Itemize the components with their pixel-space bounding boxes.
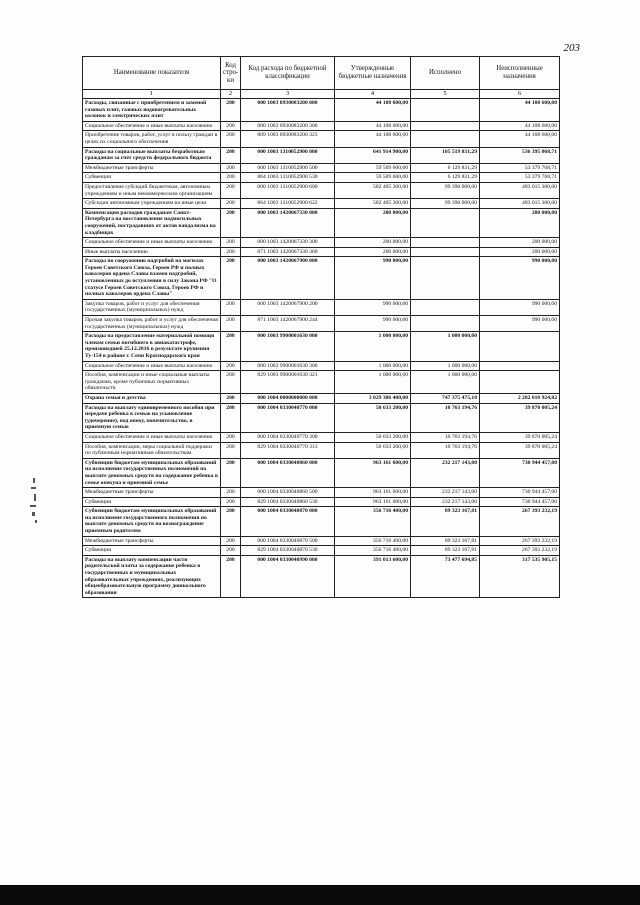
row-kbk-cell: 809 1003 0930083200 323 <box>241 131 335 147</box>
column-number: 5 <box>411 90 480 99</box>
column-number: 6 <box>480 90 560 99</box>
row-kbk-cell: 000 1003 1310052900 600 <box>241 182 335 198</box>
table-row <box>83 257 560 300</box>
row-executed-cell: 99 390 000,00 <box>411 199 480 209</box>
table-row <box>83 316 560 332</box>
row-kbk-cell: 000 1003 0930083200 300 <box>241 121 335 131</box>
row-line-code-cell: 200 <box>221 497 241 507</box>
page-number: 203 <box>563 42 580 54</box>
row-line-code-cell: 200 <box>221 147 241 163</box>
column-number: 1 <box>83 90 221 99</box>
table-row <box>83 432 560 442</box>
row-executed-cell: 1 000 000,00 <box>411 371 480 394</box>
row-approved-cell: 200 000,00 <box>335 247 411 257</box>
row-line-code-cell: 200 <box>221 131 241 147</box>
row-executed-cell <box>411 299 480 315</box>
row-approved-cell: 963 161 600,00 <box>335 458 411 487</box>
row-approved-cell: 963 161 600,00 <box>335 488 411 498</box>
row-executed-cell: 232 217 143,00 <box>411 488 480 498</box>
row-line-code-cell: 200 <box>221 371 241 394</box>
row-unexecuted-cell: 483 015 300,00 <box>480 199 560 209</box>
row-kbk-cell: 864 1003 1310052900 622 <box>241 199 335 209</box>
row-line-code-cell: 200 <box>221 332 241 361</box>
table-row <box>83 488 560 498</box>
row-line-code-cell: 200 <box>221 432 241 442</box>
row-kbk-cell: 000 1003 9900001630 000 <box>241 332 335 361</box>
row-kbk-cell: 000 1004 0330040860 000 <box>241 458 335 487</box>
row-name-cell: Охрана семьи и детства <box>83 393 221 403</box>
table-row <box>83 555 560 598</box>
row-kbk-cell: 000 1003 1420067900 200 <box>241 299 335 315</box>
table-row <box>83 442 560 458</box>
budget-execution-table <box>82 56 560 598</box>
column-number: 3 <box>241 90 335 99</box>
row-approved-cell: 356 716 400,00 <box>335 546 411 556</box>
row-approved-cell: 1 000 000,00 <box>335 332 411 361</box>
table-row <box>83 121 560 131</box>
table-row <box>83 299 560 315</box>
row-approved-cell: 641 914 900,00 <box>335 147 411 163</box>
row-approved-cell: 990 000,00 <box>335 299 411 315</box>
row-line-code-cell: 200 <box>221 199 241 209</box>
row-name-cell: Приобретение товаров, работ, услуг в пользу граждан в целях их социального обеспечения <box>83 131 221 147</box>
row-line-code-cell: 200 <box>221 442 241 458</box>
table-row <box>83 371 560 394</box>
scan-artifact <box>30 478 39 524</box>
row-unexecuted-cell <box>480 361 560 371</box>
row-approved-cell: 44 108 600,00 <box>335 121 411 131</box>
row-line-code-cell: 200 <box>221 361 241 371</box>
row-kbk-cell: 000 1004 0330040770 300 <box>241 432 335 442</box>
row-kbk-cell: 000 1004 0330040870 500 <box>241 536 335 546</box>
row-approved-cell: 59 509 600,00 <box>335 173 411 183</box>
row-kbk-cell: 000 1003 0930083200 000 <box>241 99 335 122</box>
row-executed-cell: 6 129 831,29 <box>411 163 480 173</box>
row-unexecuted-cell: 44 108 600,00 <box>480 121 560 131</box>
row-executed-cell: 6 129 831,29 <box>411 173 480 183</box>
column-number: 4 <box>335 90 411 99</box>
row-unexecuted-cell: 267 393 232,19 <box>480 507 560 536</box>
row-approved-cell: 50 633 200,00 <box>335 432 411 442</box>
row-unexecuted-cell: 990 000,00 <box>480 257 560 300</box>
header-unexecuted: Неисполненные назначения <box>480 57 560 90</box>
row-executed-cell <box>411 316 480 332</box>
row-name-cell: Социальное обеспечение и иные выплаты населению <box>83 361 221 371</box>
row-executed-cell: 105 519 831,29 <box>411 147 480 163</box>
row-executed-cell: 10 763 194,76 <box>411 442 480 458</box>
row-kbk-cell: 871 1003 1420067900 244 <box>241 316 335 332</box>
row-approved-cell: 356 716 400,00 <box>335 536 411 546</box>
row-name-cell: Межбюджетные трансферты <box>83 163 221 173</box>
row-name-cell: Межбюджетные трансферты <box>83 488 221 498</box>
row-approved-cell: 582 405 300,00 <box>335 182 411 198</box>
row-unexecuted-cell <box>480 371 560 394</box>
row-name-cell: Субвенции бюджетам муниципальных образований на исполнение государственных полномочий по выплате денежных средств на содержание ребенка в семье опекуна и приемной семье <box>83 458 221 487</box>
table-row <box>83 182 560 198</box>
row-executed-cell: 747 375 475,18 <box>411 393 480 403</box>
row-unexecuted-cell: 200 000,00 <box>480 247 560 257</box>
row-unexecuted-cell: 39 870 005,24 <box>480 442 560 458</box>
row-line-code-cell: 200 <box>221 458 241 487</box>
row-name-cell: Пособия, компенсации, меры социальной поддержки по публичным нормативным обязательствам <box>83 442 221 458</box>
row-unexecuted-cell: 483 015 300,00 <box>480 182 560 198</box>
row-unexecuted-cell: 730 944 457,00 <box>480 488 560 498</box>
row-executed-cell <box>411 99 480 122</box>
row-unexecuted-cell: 200 000,00 <box>480 238 560 248</box>
row-executed-cell: 1 000 000,00 <box>411 332 480 361</box>
table-row <box>83 507 560 536</box>
table-row <box>83 393 560 403</box>
row-line-code-cell: 200 <box>221 488 241 498</box>
row-executed-cell: 89 323 167,81 <box>411 546 480 556</box>
table-row <box>83 361 560 371</box>
row-kbk-cell: 000 1004 0330040770 000 <box>241 403 335 432</box>
row-unexecuted-cell: 267 393 232,19 <box>480 546 560 556</box>
row-approved-cell: 391 013 600,00 <box>335 555 411 598</box>
row-kbk-cell: 829 1004 0330040870 530 <box>241 546 335 556</box>
row-approved-cell: 582 405 300,00 <box>335 199 411 209</box>
row-name-cell: Расходы на предоставление материальной помощи членам семьи погибшего в авиакатастрофе, произошедшей 25.12.2016 в результате крушения Ту-154 в районе г. Сочи Краснодарского края <box>83 332 221 361</box>
row-line-code-cell: 200 <box>221 99 241 122</box>
table-row <box>83 458 560 487</box>
row-name-cell: Пособия, компенсации и иные социальные выплаты гражданам, кроме публичных нормативных обязательств <box>83 371 221 394</box>
row-kbk-cell: 829 1003 9900001630 321 <box>241 371 335 394</box>
row-line-code-cell: 200 <box>221 208 241 237</box>
row-line-code-cell: 200 <box>221 507 241 536</box>
row-name-cell: Прочая закупка товаров, работ и услуг для обеспечения государственных (муниципальных) нужд <box>83 316 221 332</box>
row-line-code-cell: 200 <box>221 182 241 198</box>
row-name-cell: Социальное обеспечение и иные выплаты населению <box>83 238 221 248</box>
row-executed-cell: 99 390 000,00 <box>411 182 480 198</box>
header-approved: Утвержденные бюджетные назначения <box>335 57 411 90</box>
row-kbk-cell: 829 1004 0330040770 313 <box>241 442 335 458</box>
row-line-code-cell: 200 <box>221 546 241 556</box>
row-line-code-cell: 200 <box>221 238 241 248</box>
row-name-cell: Межбюджетные трансферты <box>83 536 221 546</box>
row-executed-cell: 1 000 000,00 <box>411 361 480 371</box>
table-row <box>83 403 560 432</box>
row-executed-cell: 89 323 167,81 <box>411 536 480 546</box>
row-approved-cell: 200 000,00 <box>335 238 411 248</box>
row-name-cell: Субвенции <box>83 173 221 183</box>
header-line-code: Код стро-ки <box>221 57 241 90</box>
row-approved-cell: 963 161 600,00 <box>335 497 411 507</box>
table-header-row <box>83 57 560 90</box>
table-row <box>83 546 560 556</box>
row-name-cell: Иные выплаты населению <box>83 247 221 257</box>
row-line-code-cell: 200 <box>221 121 241 131</box>
row-unexecuted-cell: 39 870 005,24 <box>480 403 560 432</box>
row-unexecuted-cell: 200 000,00 <box>480 208 560 237</box>
row-line-code-cell: 200 <box>221 299 241 315</box>
row-unexecuted-cell: 536 395 068,71 <box>480 147 560 163</box>
row-kbk-cell: 871 1003 1420067330 360 <box>241 247 335 257</box>
column-number: 2 <box>221 90 241 99</box>
row-executed-cell <box>411 247 480 257</box>
table-row <box>83 173 560 183</box>
row-name-cell: Расходы по сооружению надгробий на могилах Героев Советского Союза, Героев РФ и полных кавалеров ордена Славы взамен надгробий, установленных до вступления в силу Закона РФ "О статусе Героев Советского Союза, Героев РФ и полных кавалеров ордена Славы" <box>83 257 221 300</box>
header-name: Наименование показателя <box>83 57 221 90</box>
row-kbk-cell: 829 1004 0330040860 530 <box>241 497 335 507</box>
row-unexecuted-cell: 730 944 457,00 <box>480 497 560 507</box>
row-unexecuted-cell: 730 944 457,00 <box>480 458 560 487</box>
table-body <box>83 99 560 598</box>
row-unexecuted-cell: 990 000,00 <box>480 299 560 315</box>
row-approved-cell: 200 000,00 <box>335 208 411 237</box>
row-executed-cell <box>411 131 480 147</box>
row-name-cell: Расходы на выплату компенсации части родительской платы за содержание ребенка в государственных и муниципальных образовательных учреждениях, реализующих общеобразовательную программу дошкольного образования <box>83 555 221 598</box>
header-executed: Исполнено <box>411 57 480 90</box>
scan-bottom-edge <box>0 885 640 905</box>
row-line-code-cell: 200 <box>221 555 241 598</box>
row-kbk-cell: 000 1003 1310052900 000 <box>241 147 335 163</box>
row-line-code-cell: 200 <box>221 393 241 403</box>
row-approved-cell: 59 509 600,00 <box>335 163 411 173</box>
row-name-cell: Предоставление субсидий бюджетным, автономным учреждениям и иным некоммерческим организациям <box>83 182 221 198</box>
row-unexecuted-cell: 44 108 600,00 <box>480 131 560 147</box>
row-line-code-cell: 200 <box>221 247 241 257</box>
row-approved-cell: 44 108 600,00 <box>335 131 411 147</box>
row-kbk-cell: 864 1003 1310052900 530 <box>241 173 335 183</box>
row-approved-cell: 990 000,00 <box>335 316 411 332</box>
row-unexecuted-cell: 39 870 005,24 <box>480 432 560 442</box>
row-kbk-cell: 000 1004 0330040860 500 <box>241 488 335 498</box>
row-approved-cell: 1 000 000,00 <box>335 361 411 371</box>
row-approved-cell: 1 000 000,00 <box>335 371 411 394</box>
row-approved-cell: 50 633 200,00 <box>335 442 411 458</box>
row-name-cell: Субвенции <box>83 497 221 507</box>
row-executed-cell: 232 217 143,00 <box>411 497 480 507</box>
row-executed-cell <box>411 208 480 237</box>
table-row <box>83 536 560 546</box>
header-kbk: Код расхода по бюджетной классификации <box>241 57 335 90</box>
row-name-cell: Компенсация расходов гражданам Санкт-Петербурга на восстановление надмогильных сооружений, пострадавших от актов вандализма на кладбищах <box>83 208 221 237</box>
row-kbk-cell: 000 1003 1420067330 300 <box>241 238 335 248</box>
row-name-cell: Социальное обеспечение и иные выплаты населению <box>83 432 221 442</box>
table-row <box>83 163 560 173</box>
row-executed-cell: 232 217 143,00 <box>411 458 480 487</box>
table-row <box>83 247 560 257</box>
row-unexecuted-cell: 53 379 768,71 <box>480 163 560 173</box>
row-approved-cell: 50 633 200,00 <box>335 403 411 432</box>
row-executed-cell: 89 323 167,81 <box>411 507 480 536</box>
row-name-cell: Расходы на социальные выплаты безработным гражданам за счет средств федерального бюджета <box>83 147 221 163</box>
row-name-cell: Социальное обеспечение и иные выплаты населению <box>83 121 221 131</box>
row-approved-cell: 3 029 386 400,00 <box>335 393 411 403</box>
table-row <box>83 497 560 507</box>
row-line-code-cell: 200 <box>221 403 241 432</box>
row-unexecuted-cell: 317 535 905,15 <box>480 555 560 598</box>
row-unexecuted-cell: 2 282 010 924,82 <box>480 393 560 403</box>
row-unexecuted-cell <box>480 332 560 361</box>
table-row <box>83 99 560 122</box>
table-row <box>83 208 560 237</box>
row-line-code-cell: 200 <box>221 163 241 173</box>
row-executed-cell <box>411 238 480 248</box>
row-unexecuted-cell: 44 108 600,00 <box>480 99 560 122</box>
row-line-code-cell: 200 <box>221 257 241 300</box>
row-executed-cell: 10 763 194,76 <box>411 432 480 442</box>
row-executed-cell <box>411 257 480 300</box>
row-name-cell: Закупка товаров, работ и услуг для обеспечения государственных (муниципальных) нужд <box>83 299 221 315</box>
row-approved-cell: 356 716 400,00 <box>335 507 411 536</box>
row-name-cell: Субвенции <box>83 546 221 556</box>
table-row <box>83 332 560 361</box>
row-kbk-cell: 000 1003 1310052900 500 <box>241 163 335 173</box>
row-name-cell: Расходы, связанные с приобретением и заменой газовых плит, газовых водонагревательных колонок и электрических плит <box>83 99 221 122</box>
row-approved-cell: 990 000,00 <box>335 257 411 300</box>
table-row <box>83 131 560 147</box>
row-unexecuted-cell: 53 379 768,71 <box>480 173 560 183</box>
row-name-cell: Субсидии автономным учреждениям на иные цели <box>83 199 221 209</box>
table-row <box>83 199 560 209</box>
row-line-code-cell: 200 <box>221 536 241 546</box>
row-unexecuted-cell: 267 393 232,19 <box>480 536 560 546</box>
row-executed-cell: 10 763 194,76 <box>411 403 480 432</box>
row-executed-cell <box>411 121 480 131</box>
row-name-cell: Субвенции бюджетам муниципальных образований на исполнение государственного полномочия по выплате денежных средств на вознаграждение приемным родителям <box>83 507 221 536</box>
table-row <box>83 147 560 163</box>
column-number-row <box>83 90 560 99</box>
row-executed-cell: 73 477 694,85 <box>411 555 480 598</box>
row-kbk-cell: 000 1003 1420067330 000 <box>241 208 335 237</box>
row-approved-cell: 44 108 600,00 <box>335 99 411 122</box>
row-line-code-cell: 200 <box>221 316 241 332</box>
row-kbk-cell: 000 1003 9900001630 300 <box>241 361 335 371</box>
row-name-cell: Расходы на выплату единовременного пособия при передаче ребенка в семью на усыновление (удочерение), под опеку, попечительство, в приемную семью <box>83 403 221 432</box>
row-kbk-cell: 000 1004 0000000000 000 <box>241 393 335 403</box>
row-unexecuted-cell: 990 000,00 <box>480 316 560 332</box>
row-line-code-cell: 200 <box>221 173 241 183</box>
row-kbk-cell: 000 1004 0330040870 000 <box>241 507 335 536</box>
row-kbk-cell: 000 1003 1420067900 000 <box>241 257 335 300</box>
table-row <box>83 238 560 248</box>
row-kbk-cell: 000 1004 0330040990 000 <box>241 555 335 598</box>
